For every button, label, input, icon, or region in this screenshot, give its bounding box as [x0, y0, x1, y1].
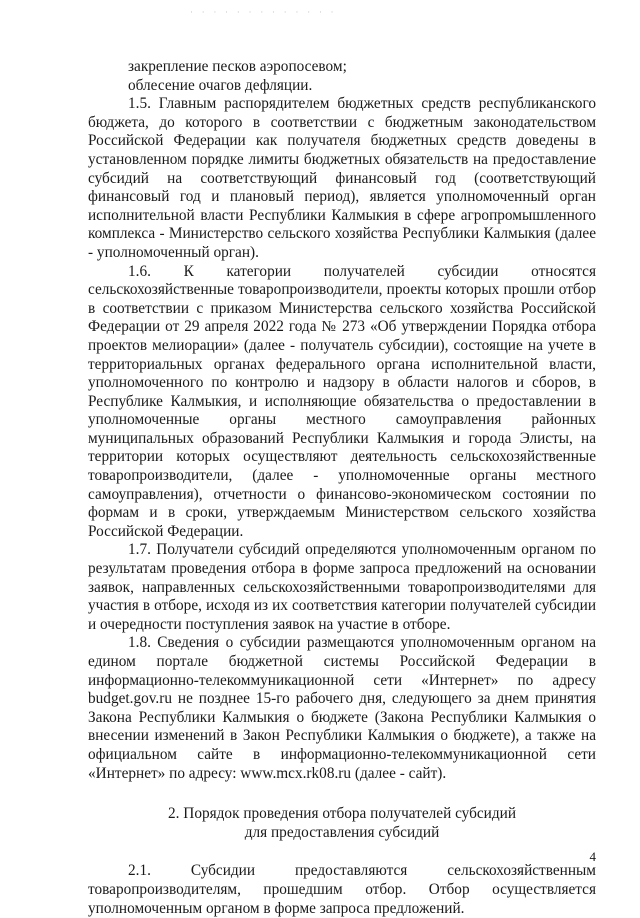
scan-header-artifact: · · · · · · · · · · · · ·: [190, 8, 337, 18]
section-2-heading-line-2: для предоставления субсидий: [244, 823, 440, 841]
paragraph-2-1: 2.1. Субсидии предоставляются сельскохозяйственным товаропроизводителям, прошедшим отбор. Отбор осуществляется уполномоченным органом в форме запроса предложений.: [88, 862, 596, 917]
paragraph-1-5: 1.5. Главным распорядителем бюджетных средств республиканского бюджета, до которого в соответствии с бюджетным законодательством Российской Федерации как получателя бюджетных средств доведены в установленном порядке лимиты бюджетных обязательств на предоставление субсидий на соответствующий финансовый год (соответствующий финансовый год и плановый период), является уполномоченный орган исполнительной власти Республики Калмыкия в сфере агропромышленного комплекса - Министерство сельского хозяйства Республики Калмыкия (далее - уполномоченный орган).: [88, 95, 596, 261]
section-2-heading: [88, 805, 596, 842]
paragraph-1-6: 1.6. К категории получателей субсидии относятся сельскохозяйственные товаропроизводители, проекты которых прошли отбор в соответствии с приказом Министерства сельского хозяйства Российской Федерации от 29 апреля 2022 года № 273 «Об утверждении Порядка отбора проектов мелиорации» (далее - получатель субсидии), состоящие на учете в территориальных органах федерального органа исполнительной власти, уполномоченного по контролю и надзору в области налогов и сборов, в Республике Калмыкия, и исполняющие обязательства о предоставлении в уполномоченные органы местного самоуправления районных муниципальных образований Республики Калмыкия и города Элисты, на территории которых осуществляют деятельность сельскохозяйственные товаропроизводители, (далее - уполномоченные органы местного самоуправления), отчетности о финансово-экономическом состоянии по формам и в сроки, утверждаемым Министерством сельского хозяйства Российской Федерации.: [88, 262, 596, 540]
page-number: 4: [589, 849, 596, 864]
paragraph-1-8: 1.8. Сведения о субсидии размещаются уполномоченным органом на едином портале бюджетной системы Российской Федерации в информационно-телекоммуникационной сети «Интернет» по адресу budget.gov.ru не позднее 15-го рабочего дня, следующего за днем принятия Закона Республики Калмыкия о бюджете (Закона Республики Калмыкия о внесении изменений в Закон Республики Калмыкия о бюджете), а также на официальном сайте в информационно-телекоммуникационной сети «Интернет» по адресу: www.mcx.rk08.ru (далее - сайт).: [88, 634, 596, 782]
paragraph-1-7: 1.7. Получатели субсидий определяются уполномоченным органом по результатам проведения отбора в форме запроса предложений на основании заявок, направленных сельскохозяйственными товаропроизводителями для участия в отборе, исходя из их соответствия категории получателей субсидии и очередности поступления заявок на участие в отборе.: [88, 541, 596, 633]
document-body: [88, 58, 596, 918]
list-item-sand-fixing: закрепление песков аэропосевом;: [128, 58, 347, 75]
list-item-deflation-afforestation: облесение очагов дефляции.: [128, 76, 313, 94]
section-2-heading-line-1: 2. Порядок проведения отбора получателей субсидий: [167, 805, 517, 823]
